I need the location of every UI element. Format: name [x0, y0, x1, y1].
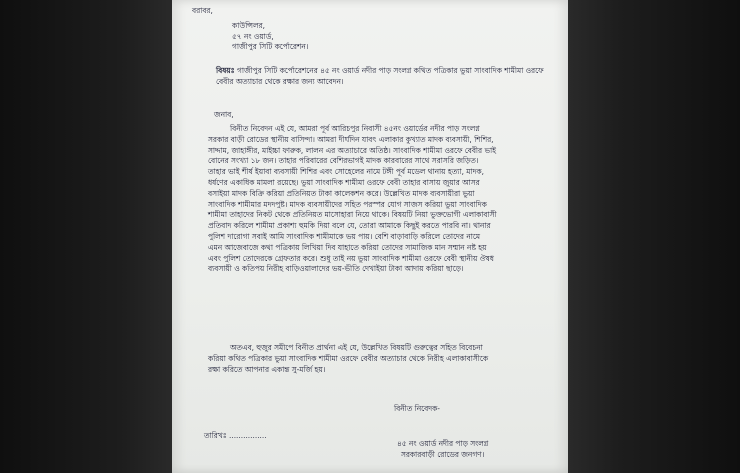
letter-page: [172, 0, 568, 473]
body-line: সরকার বাড়ী রোডের স্থানীয় বাসিন্দা। আমরা দীর্ঘদিন যাবৎ এলাকার কুখ্যাত মাদক ব্যবসায়ী, শিশির,: [208, 134, 494, 144]
subject-text: গাজীপুর সিটি কর্পোরেশনের ৪৫ নং ওয়ার্ড নদীর পাড় সংলগ্ন কথিত পত্রিকার ভুয়া সাংবাদিক শামীমা ওরফে বেবীর অত্যাচার থেকে রক্ষার জন্য আবেদন।: [216, 66, 544, 86]
body-line: ধর্ষণের একাধিক মামলা রয়েছে। ভুয়া সাংবাদিক শামীমা ওরফে বেবী তাহার বাসায় জুয়ার আসর: [208, 177, 480, 187]
body-line: পুলিশ দারোগা সবাই আমি সাংবাদিক শামীমাকে ভয় পায়। বেশি বাড়াবাড়ি করিলে তোদের নামে: [208, 231, 480, 241]
body-line: বিনীত নিবেদন এই যে, আমরা পূর্ব আরিচপুর নিবাসী ৪৫নং ওয়ার্ডের নদীর পাড় সংলগ্ন: [230, 124, 480, 133]
dark-background-left: [0, 0, 172, 473]
sender-line: ৪৫ নং ওয়ার্ড নদীর পাড় সংলগ্ন: [397, 439, 489, 448]
sender-block: [397, 439, 488, 461]
recipient-line: ৫৭ নং ওয়ার্ড,: [232, 31, 274, 41]
closing-line: অতএব, হুজুর সমীপে বিনীত প্রার্থনা এই যে, উল্লেখিত বিষয়টি গুরুত্বের সহিত বিবেচনা: [230, 343, 483, 352]
recipient-line: গাজীপুর সিটি কর্পোরেশন।: [232, 42, 309, 52]
recipient-block: [192, 6, 308, 53]
body-line: প্রতিবাদ করিলে শামীমা প্রকাশ্য হুমকি দিয়া বলে যে, তোরা আমাকে কিছুই করতে পারবি না। থানার: [208, 221, 491, 231]
closing-line: করিয়া কথিত পত্রিকার ভুয়া সাংবাদিক শামীমা ওরফে বেবীর অত্যাচার থেকে নিরীহ এলাকাবাসীকে: [208, 353, 489, 363]
subject-label: বিষয়ঃ: [216, 66, 235, 75]
body-line: ব্যবসায়ী ও কতিপয় নিরীহ বাড়িওয়ালাদের ভয়-ভীতি দেখাইয়া টাকা আদায় করিয়া ছাড়ে।: [208, 264, 464, 274]
closing-line: রক্ষা করিতে আপনার একান্ত সু-মর্জি হয়।: [208, 364, 326, 374]
body-line: এমন আজেবাজে কথা পত্রিকায় লিখিয়া দিব যাহাতে করিয়া তোদের সামাজিক মান সম্মান নষ্ট হয়: [208, 242, 487, 252]
body-line: সাংবাদিক শামীমার মদদপুষ্ট। মাদক ব্যবসায়ীদের সহিত পরস্পর যোগ সাজস করিয়া ভুয়া সাংবাদিক: [208, 199, 487, 209]
date-line: তারিখঃ ................: [204, 431, 267, 440]
body-line: শামীমা তাহাদের নিকট থেকে প্রতিনিয়ত মাসোহারা নিয়ে থাকে। বিষয়টি নিয়া ভুক্তভোগী এলাকাবাসী: [208, 210, 497, 220]
signoff: বিনীত নিবেদক-: [394, 404, 440, 413]
sender-line: সরকারবাড়ী রোডের জনগণ।: [400, 449, 485, 459]
body-paragraph: [208, 124, 554, 275]
recipient-line: বরাবর,: [192, 6, 213, 15]
closing-paragraph: [208, 343, 554, 375]
body-line: বসাইয়া মাদক বিক্রি করিয়া প্রতিনিয়ত টাকা কালেকশন করে। উল্লেখিত মাদক ব্যবসায়ীরা ভুয়া: [208, 188, 475, 198]
body-line: তাহার ভাই শীর্ষ ইয়াবা ব্যবসায়ী শিশির এবং সোহেলের নামে টঙ্গী পূর্ব মডেল থানায় হত্যা, মাদক,: [208, 167, 484, 177]
body-line: বোনের সংখ্যা ১৮ জন। তাহার পরিবারের বেশিরভাগই মাদক কারবারের সাথে সরাসরি জড়িত।: [208, 156, 479, 166]
dark-background-right: [568, 0, 740, 473]
salutation: জনাব,: [214, 110, 234, 119]
recipient-line: কাউন্সিলর,: [232, 20, 265, 30]
body-line: এবং পুলিশ তোদেরকে গ্রেফতার করে। শুধু তাই নয় ভুয়া সাংবাদিক শামীমা ওরফে বেবী স্থানীয় ঔষধ: [208, 253, 494, 263]
subject-block: [216, 66, 556, 88]
body-line: সাদ্দাম, জাহাঙ্গীর, মাইচ্চা ফারুক, লালন এর অত্যাচারে অতিষ্ঠ। সাংবাদিক শামীমা ওরফে বেবীর ভাই: [208, 145, 496, 155]
